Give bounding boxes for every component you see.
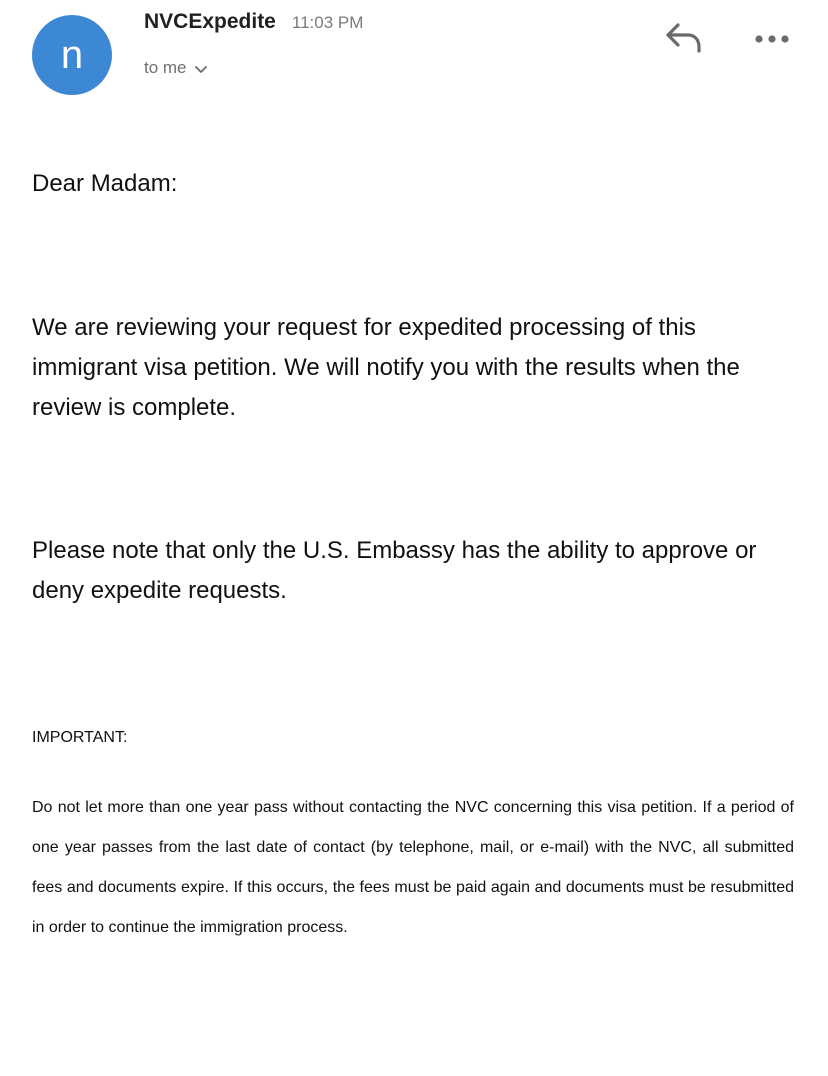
recipient-label: to me	[144, 58, 187, 77]
sender-row	[144, 10, 363, 34]
more-options-button[interactable]	[748, 20, 796, 60]
more-options-icon	[754, 31, 790, 49]
sender-avatar[interactable]	[32, 15, 112, 95]
chevron-down-icon	[193, 62, 209, 78]
greeting: Dear Madam:	[32, 170, 178, 197]
reply-icon	[664, 21, 704, 60]
reply-button[interactable]	[660, 18, 708, 62]
avatar-letter: n	[60, 33, 84, 77]
body-paragraph-review: We are reviewing your request for expedited processing of this immigrant visa petition. We will notify you with the results when the review is complete.	[32, 314, 740, 421]
body-paragraph-embassy-note: Please note that only the U.S. Embassy has the ability to approve or deny expedite requests.	[32, 537, 757, 604]
recipient-details-toggle[interactable]	[144, 58, 209, 78]
sender-name[interactable]: NVCExpedite	[144, 10, 276, 33]
email-header	[0, 0, 828, 110]
important-label: IMPORTANT:	[32, 729, 128, 746]
message-timestamp: 11:03 PM	[291, 13, 364, 32]
important-notice-text: Do not let more than one year pass without contacting the NVC concerning this visa petition. If a period of one year passes from the last date of contact (by telephone, mail, or e-mail) with the NVC, all submitted fees and documents expire. If this occurs, the fees must be paid again and documents must be resubmitted in order to continue the immigration process.	[32, 799, 794, 936]
